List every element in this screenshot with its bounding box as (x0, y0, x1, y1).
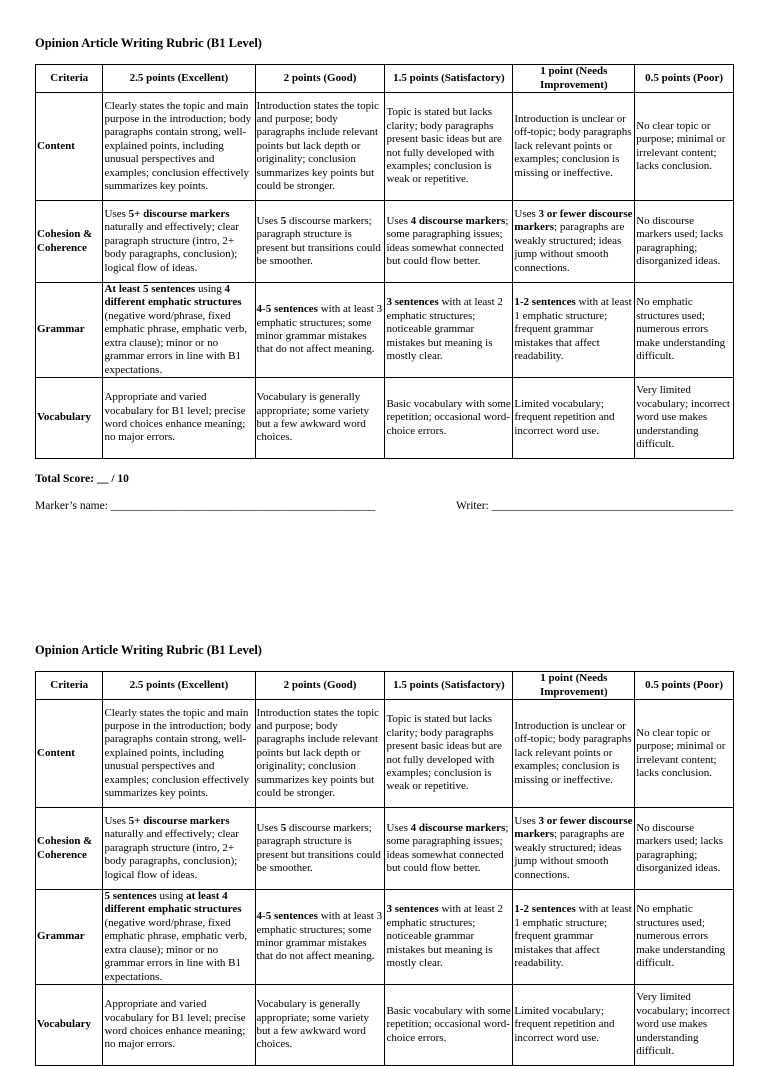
rubric-cell (635, 93, 734, 201)
rubric-cell (513, 93, 635, 201)
rubric-cell (103, 378, 255, 459)
cell-text: with at least 2 emphatic structures; noticeable grammar mistakes but meaning is mostly clear. (386, 903, 503, 970)
criteria-cell: Vocabulary (36, 985, 103, 1066)
cell-text: Appropriate and varied vocabulary for B1 level; precise word choices enhance meaning; no major errors. (104, 998, 246, 1051)
cell-text: No discourse markers used; lacks paragraphing; disorganized ideas. (636, 214, 723, 267)
cell-text: ; some paragraphing issues; ideas somewhat connected but could flow better. (386, 214, 509, 267)
cell-text: (negative word/phrase, fixed emphatic phrase, emphatic verb, extra clause); minor or no grammar errors in line with B1 expectations. (104, 309, 248, 376)
emphasis-text: 4 discourse markers (410, 821, 506, 834)
rubric-cell (513, 378, 635, 459)
rubric-cell (385, 700, 513, 808)
criteria-cell: Grammar (36, 283, 103, 378)
table-row (36, 378, 734, 459)
cell-text: Basic vocabulary with some repetition; occasional word-choice errors. (386, 397, 511, 437)
criteria-cell: Content (36, 93, 103, 201)
rubric-title: Opinion Article Writing Rubric (B1 Level) (35, 643, 262, 657)
cell-text: with at least 2 emphatic structures; noticeable grammar mistakes but meaning is mostly clear. (386, 296, 503, 363)
rubric-cell (635, 985, 734, 1066)
cell-text: Introduction is unclear or off-topic; body paragraphs lack relevant points or examples; conclusion is missing or ineffective. (514, 719, 632, 786)
header-row (36, 65, 734, 93)
rubric-cell (103, 700, 255, 808)
table-row (36, 700, 734, 808)
criteria-cell: Vocabulary (36, 378, 103, 459)
cell-text: using (195, 283, 225, 296)
cell-text: Vocabulary is generally appropriate; some variety but a few awkward word choices. (256, 391, 369, 444)
emphasis-text: 5 sentences (104, 890, 157, 903)
emphasis-text: 3 sentences (386, 903, 439, 916)
rubric-cell (103, 890, 255, 985)
rubric-cell (103, 985, 255, 1066)
rubric-copy-1 (35, 36, 734, 514)
header-cell: 2.5 points (Excellent) (103, 65, 255, 93)
cell-text: Uses (104, 814, 129, 827)
cell-text: Clearly states the topic and main purpose in the introduction; body paragraphs contain strong, well-explained points, including unusual perspectives and examples; conclusion effectively summarizes key points. (104, 99, 252, 193)
rubric-copy-2 (35, 643, 734, 1066)
cell-text: Limited vocabulary; frequent repetition and incorrect word use. (514, 1004, 615, 1044)
cell-text: naturally and effectively; clear paragraph structure (intro, 2+ body paragraphs, conclusion); logical flow of ideas. (104, 221, 239, 274)
emphasis-text: 3 sentences (386, 296, 439, 309)
criteria-cell: Cohesion & Coherence (36, 201, 103, 283)
emphasis-text: 5+ discourse markers (128, 814, 230, 827)
signature-line (35, 500, 734, 514)
rubric-cell (103, 283, 255, 378)
cell-text: No emphatic structures used; numerous errors make understanding difficult. (636, 903, 726, 970)
rubric-cell (103, 808, 255, 890)
emphasis-text: 4-5 sentences (256, 303, 318, 316)
emphasis-text: At least 5 sentences (104, 283, 196, 296)
cell-text: Uses (386, 821, 411, 834)
rubric-cell (255, 378, 385, 459)
header-cell: Criteria (36, 65, 103, 93)
rubric-cell (513, 283, 635, 378)
rubric-cell (255, 808, 385, 890)
rubric-cell (385, 985, 513, 1066)
rubric-cell (385, 283, 513, 378)
rubric-cell (635, 700, 734, 808)
cell-text: ; paragraphs are weakly structured; ideas jump without smooth connections. (514, 221, 625, 274)
cell-text: Topic is stated but lacks clarity; body paragraphs present basic ideas but are not fully developed with examples; conclusion is weak or repetitive. (386, 713, 502, 793)
cell-text: Basic vocabulary with some repetition; occasional word-choice errors. (386, 1004, 511, 1044)
cell-text: No clear topic or purpose; minimal or irrelevant content; lacks conclusion. (636, 119, 726, 172)
emphasis-text: 5 (280, 214, 287, 227)
cell-text: Introduction states the topic and purpose; body paragraphs include relevant points but lack depth or originality; conclusion summarizes key points but could be stronger. (256, 706, 380, 800)
header-cell: Criteria (36, 672, 103, 700)
rubric-cell (513, 985, 635, 1066)
criteria-cell: Cohesion & Coherence (36, 808, 103, 890)
cell-text: Very limited vocabulary; incorrect word use makes understanding difficult. (636, 991, 730, 1058)
cell-text: Limited vocabulary; frequent repetition and incorrect word use. (514, 397, 615, 437)
cell-text: with at least 3 emphatic structures; some minor grammar mistakes that do not affect meaning. (256, 303, 383, 356)
table-row (36, 93, 734, 201)
rubric-cell (255, 985, 385, 1066)
emphasis-text: 4 discourse markers (410, 214, 506, 227)
rubric-cell (635, 201, 734, 283)
cell-text: Uses (256, 821, 281, 834)
cell-text: No emphatic structures used; numerous errors make understanding difficult. (636, 296, 726, 363)
cell-text: with at least 3 emphatic structures; some minor grammar mistakes that do not affect meaning. (256, 910, 383, 963)
header-row (36, 672, 734, 700)
rubric-cell (635, 890, 734, 985)
header-cell: 1.5 points (Satisfactory) (385, 65, 513, 93)
cell-text: Clearly states the topic and main purpose in the introduction; body paragraphs contain strong, well-explained points, including unusual perspectives and examples; conclusion effectively summarizes key points. (104, 706, 252, 800)
emphasis-text: 3 or fewer discourse markers (514, 814, 633, 841)
header-cell: 1 point (Needs Improvement) (513, 672, 635, 700)
cell-text: Uses (514, 207, 539, 220)
cell-text: Appropriate and varied vocabulary for B1 level; precise word choices enhance meaning; no major errors. (104, 391, 246, 444)
cell-text: No clear topic or purpose; minimal or irrelevant content; lacks conclusion. (636, 726, 726, 779)
header-cell: 1.5 points (Satisfactory) (385, 672, 513, 700)
cell-text: Uses (514, 814, 539, 827)
header-cell: 0.5 points (Poor) (635, 672, 734, 700)
emphasis-text: at least 4 different emphatic structures (104, 890, 242, 916)
cell-text: (negative word/phrase, fixed emphatic phrase, emphatic verb, extra clause); minor or no grammar errors in line with B1 expectations. (104, 916, 248, 983)
rubric-cell (255, 93, 385, 201)
total-score: Total Score: __ / 10 (35, 473, 129, 485)
cell-text: using (156, 890, 187, 903)
rubric-cell (513, 890, 635, 985)
rubric-cell (385, 890, 513, 985)
rubric-cell (255, 283, 385, 378)
cell-text: Introduction states the topic and purpose; body paragraphs include relevant points but lack depth or originality; conclusion summarizes key points but could be stronger. (256, 99, 380, 193)
header-cell: 0.5 points (Poor) (635, 65, 734, 93)
header-cell: 2 points (Good) (255, 672, 385, 700)
cell-text: with at least 1 emphatic structure; frequent grammar mistakes that affect readability. (514, 296, 632, 363)
header-cell: 2 points (Good) (255, 65, 385, 93)
rubric-cell (255, 700, 385, 808)
rubric-title: Opinion Article Writing Rubric (B1 Level) (35, 36, 262, 50)
cell-text: discourse markers; paragraph structure is present but transitions could be smoother. (256, 821, 381, 874)
marker-name-field[interactable]: Marker’s name: ______________________________________________ (35, 500, 376, 512)
cell-text: Vocabulary is generally appropriate; some variety but a few awkward word choices. (256, 998, 369, 1051)
criteria-cell: Grammar (36, 890, 103, 985)
cell-text: Uses (104, 207, 129, 220)
criteria-cell: Content (36, 700, 103, 808)
emphasis-text: 1-2 sentences (514, 296, 576, 309)
table-row (36, 808, 734, 890)
emphasis-text: 5+ discourse markers (128, 207, 230, 220)
cell-text: Uses (386, 214, 411, 227)
writer-name-field[interactable]: Writer: __________________________________________ (456, 500, 734, 512)
cell-text: ; some paragraphing issues; ideas somewhat connected but could flow better. (386, 821, 509, 874)
rubric-cell (385, 201, 513, 283)
rubric-cell (513, 201, 635, 283)
header-cell: 1 point (Needs Improvement) (513, 65, 635, 93)
emphasis-text: 1-2 sentences (514, 903, 576, 916)
rubric-cell (385, 808, 513, 890)
table-row (36, 201, 734, 283)
rubric-cell (103, 93, 255, 201)
emphasis-text: 3 or fewer discourse markers (514, 207, 633, 234)
cell-text: Very limited vocabulary; incorrect word use makes understanding difficult. (636, 384, 730, 451)
emphasis-text: 5 (280, 821, 287, 834)
cell-text: Introduction is unclear or off-topic; body paragraphs lack relevant points or examples; conclusion is missing or ineffective. (514, 112, 632, 179)
rubric-cell (513, 700, 635, 808)
table-row (36, 283, 734, 378)
emphasis-text: 4 different emphatic structures (104, 283, 242, 309)
cell-text: discourse markers; paragraph structure is present but transitions could be smoother. (256, 214, 381, 267)
cell-text: Uses (256, 214, 281, 227)
rubric-cell (385, 378, 513, 459)
rubric-cell (635, 283, 734, 378)
table-row (36, 890, 734, 985)
rubric-cell (103, 201, 255, 283)
rubric-cell (635, 378, 734, 459)
rubric-cell (513, 808, 635, 890)
cell-text: naturally and effectively; clear paragraph structure (intro, 2+ body paragraphs, conclusion); logical flow of ideas. (104, 828, 239, 881)
rubric-table (35, 671, 734, 1066)
cell-text: with at least 1 emphatic structure; frequent grammar mistakes that affect readability. (514, 903, 632, 970)
emphasis-text: 4-5 sentences (256, 910, 318, 923)
rubric-cell (255, 890, 385, 985)
rubric-cell (385, 93, 513, 201)
rubric-table (35, 64, 734, 459)
header-cell: 2.5 points (Excellent) (103, 672, 255, 700)
cell-text: ; paragraphs are weakly structured; ideas jump without smooth connections. (514, 828, 625, 881)
table-row (36, 985, 734, 1066)
cell-text: Topic is stated but lacks clarity; body paragraphs present basic ideas but are not fully developed with examples; conclusion is weak or repetitive. (386, 106, 502, 186)
cell-text: No discourse markers used; lacks paragraphing; disorganized ideas. (636, 821, 723, 874)
rubric-cell (255, 201, 385, 283)
rubric-cell (635, 808, 734, 890)
